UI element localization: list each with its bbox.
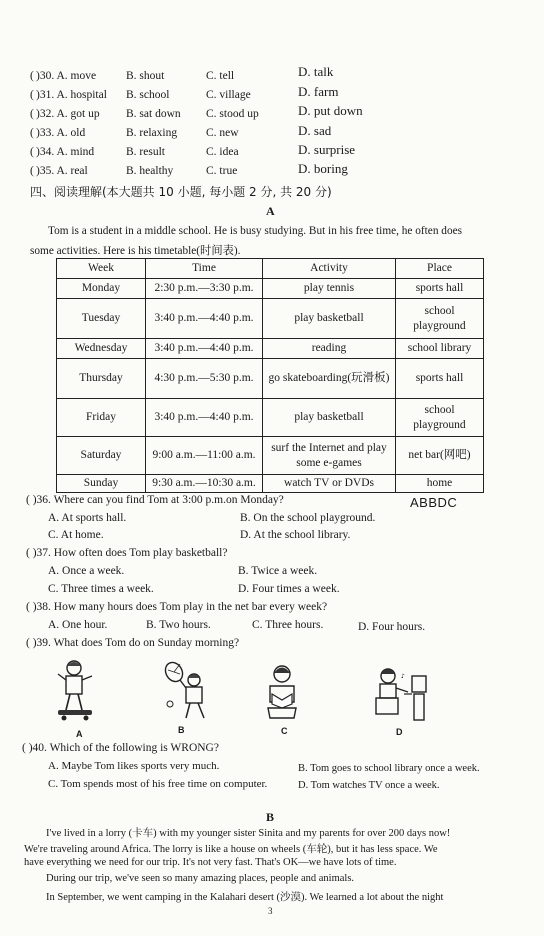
tennis-boy-picture [160, 660, 216, 724]
passage-b-line: In September, we went camping in the Kalahari desert (沙漠). We learned a lot about the night [46, 892, 444, 903]
passage-b-label: B [266, 810, 275, 824]
passage-a-label: A [266, 204, 275, 218]
timetable-row: Wednesday 3:40 p.m.—4:40 p.m. reading school library [57, 339, 484, 359]
section-title: 四、阅读理解(本大题共 10 小题, 每小题 2 分, 共 20 分) [30, 185, 332, 199]
passage-b-line: I've lived in a lorry (卡车) with my younger sister Sinita and my parents for over 200 days now! [46, 828, 451, 839]
picture-label-a: A [76, 729, 83, 739]
timetable-row: Sunday 9:30 a.m.—10:30 a.m. watch TV or DVDs home [57, 475, 484, 493]
timetable-row: Monday 2:30 p.m.—3:30 p.m. play tennis sports hall [57, 279, 484, 299]
option-num: )30. A. move [36, 70, 97, 82]
handwritten-answers: ABBDC [410, 495, 458, 510]
question-37-stem: ( )37. How often does Tom play basketball? [26, 547, 228, 559]
passage-a-intro-line2: some activities. Here is his timetable(时间表). [30, 245, 241, 257]
picture-label-b: B [178, 725, 185, 735]
timetable-header-row: Week Time Activity Place [57, 259, 484, 279]
timetable-row: Friday 3:40 p.m.—4:40 p.m. play basketball school playground [57, 399, 484, 437]
question-38-stem: ( )38. How many hours does Tom play in the net bar every week? [26, 601, 328, 613]
skateboarding-boy-picture [52, 658, 100, 730]
computer-boy-picture [368, 664, 432, 724]
passage-b-line: During our trip, we've seen so many amazing places, people and animals. [46, 873, 355, 884]
timetable-row: Thursday 4:30 p.m.—5:30 p.m. go skateboarding(玩滑板) sports hall [57, 359, 484, 399]
timetable [56, 258, 484, 493]
timetable-row: Tuesday 3:40 p.m.—4:40 p.m. play basketball school playground [57, 299, 484, 339]
picture-label-d: D [396, 727, 403, 737]
question-39-stem: ( )39. What does Tom do on Sunday morning? [26, 637, 240, 649]
passage-b-line: have everything we need for our trip. It's not very fast. That's OK—we have lots of time. [24, 857, 397, 868]
question-36-stem: ( )36. Where can you find Tom at 3:00 p.m.on Monday? [26, 494, 284, 506]
picture-label-c: C [281, 726, 288, 736]
reading-boy-picture [262, 664, 304, 722]
passage-b-line: We're traveling around Africa. The lorry is like a house on wheels (车轮), but it has less space. We [24, 844, 438, 855]
svg-text:♪: ♪ [401, 673, 405, 680]
question-40-stem: ( )40. Which of the following is WRONG? [22, 742, 219, 754]
passage-a-intro-line1: Tom is a student in a middle school. He is busy studying. But in his free time, he often does [48, 225, 463, 237]
timetable-row: Saturday 9:00 a.m.—11:00 a.m. surf the Internet and play some e-games net bar(网吧) [57, 437, 484, 475]
page-number: 3 [268, 906, 273, 916]
